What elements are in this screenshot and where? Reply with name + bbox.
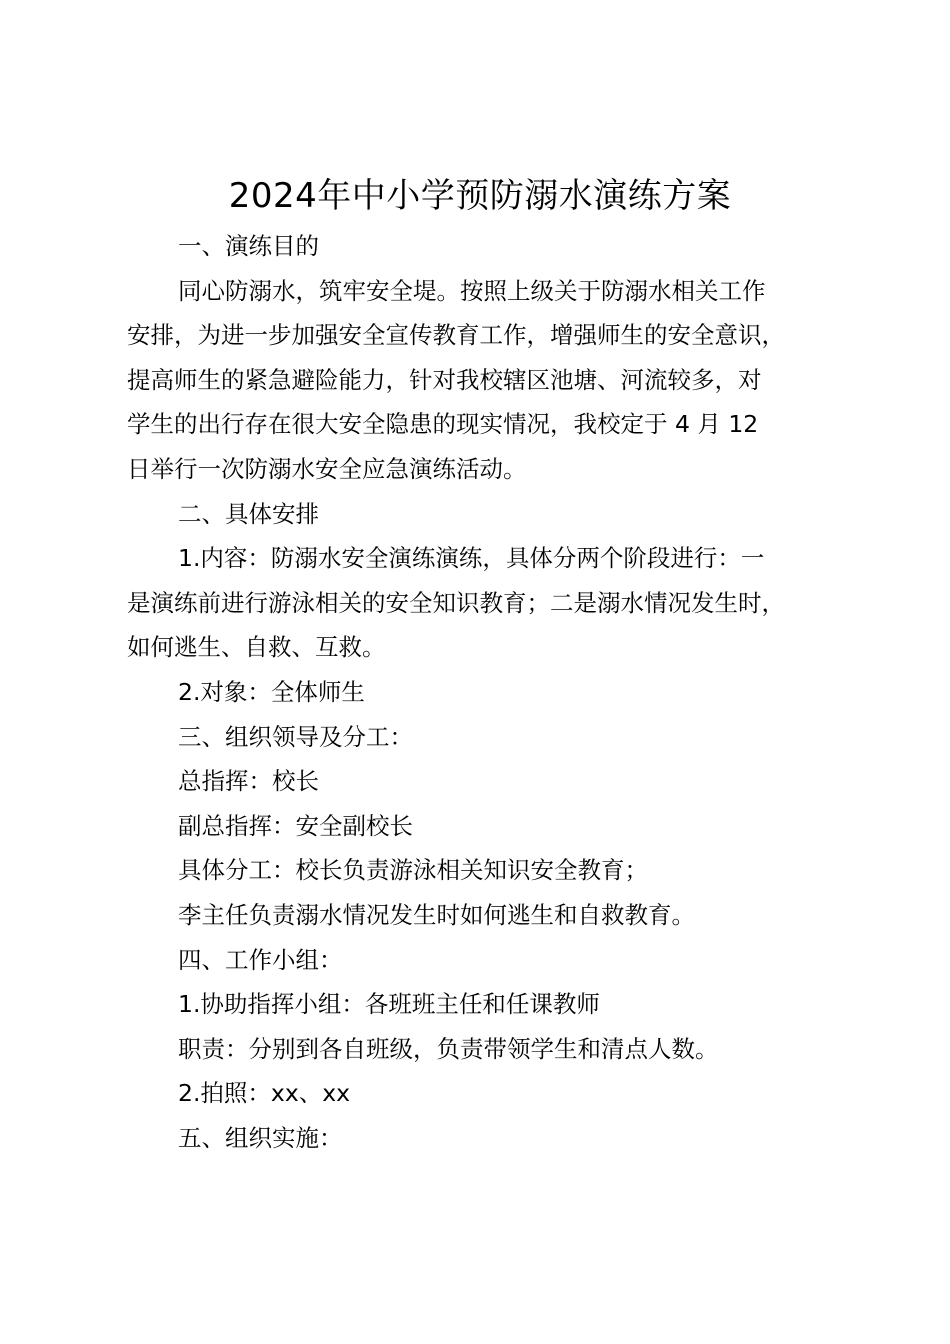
paragraph-line: 日举行一次防溺水安全应急演练活动。 (127, 454, 527, 483)
document-body (127, 224, 867, 1160)
section-heading-5: 五、组织实施： (178, 1123, 343, 1152)
section-heading-4: 四、工作小组： (178, 945, 343, 974)
paragraph-line: 李主任负责溺水情况发生时如何逃生和自救教育。 (178, 900, 695, 929)
paragraph-line: 提高师生的紧急避险能力，针对我校辖区池塘、河流较多，对 (127, 365, 762, 394)
paragraph-line: 1.内容：防溺水安全演练演练，具体分两个阶段进行：一 (178, 544, 765, 573)
paragraph-line: 安排，为进一步加强安全宣传教育工作，增强师生的安全意识， (127, 321, 785, 350)
paragraph-line: 同心防溺水，筑牢安全堤。按照上级关于防溺水相关工作 (178, 276, 766, 305)
section-heading-1: 一、演练目的 (178, 232, 319, 260)
paragraph-line: 2.对象：全体师生 (178, 677, 365, 706)
paragraph-line: 职责：分别到各自班级，负责带领学生和清点人数。 (178, 1034, 719, 1063)
paragraph-line: 学生的出行存在很大安全隐患的现实情况，我校定于 4 月 12 (127, 410, 759, 439)
paragraph-line: 副总指挥：安全副校长 (178, 811, 413, 840)
section-heading-3: 三、组织领导及分工： (178, 722, 413, 751)
section-heading-2: 二、具体安排 (178, 499, 319, 528)
paragraph-line: 具体分工：校长负责游泳相关知识安全教育； (178, 856, 648, 885)
paragraph-line: 1.协助指挥小组：各班班主任和任课教师 (178, 990, 600, 1019)
document-title: 2024年中小学预防溺水演练方案 (228, 176, 732, 216)
paragraph-line: 2.拍照：xx、xx (178, 1079, 351, 1108)
paragraph-line: 总指挥：校长 (178, 767, 319, 796)
paragraph-line: 是演练前进行游泳相关的安全知识教育；二是溺水情况发生时， (127, 588, 785, 617)
paragraph-line: 如何逃生、自救、互救。 (127, 633, 386, 662)
